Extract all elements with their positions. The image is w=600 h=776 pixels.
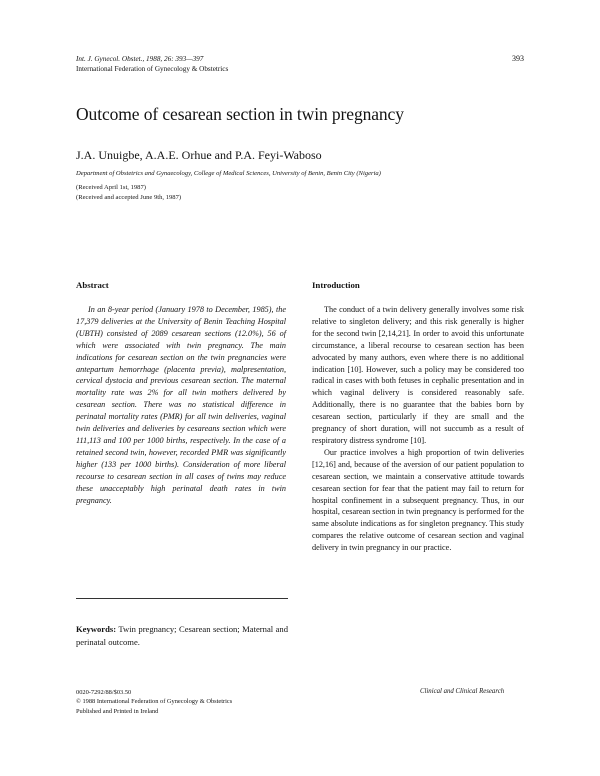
introduction-heading: Introduction — [312, 280, 360, 290]
footer-copyright: © 1988 International Federation of Gynecology & Obstetrics — [76, 698, 233, 706]
footer-section-label: Clinical and Clinical Research — [420, 688, 505, 695]
footer-left — [76, 688, 232, 716]
keywords-text: Twin pregnancy; Cesarean section; Maternal and perinatal outcome. — [76, 624, 288, 647]
introduction-column — [312, 280, 524, 554]
page-number: 393 — [512, 54, 524, 63]
journal-citation — [76, 54, 228, 74]
footer-code: 0020-7292/88/$03.50 — [76, 689, 132, 696]
introduction-paragraph-2: Our practice involves a high proportion of twin deliveries [12,16] and, because of the aversion of our patient population to cesarean section, we maintain a conservative attitude towards cesarean section for fear that the patient may fail to return for hospital confinement in a subsequent pregnancy. Thus, in our hospital, cesarean section in twin pregnancy is performed for the same absolute indications as for singleton pregnancy. This study compares the relative outcome of cesarean section and vaginal delivery in twin pregnancy in our practice. — [312, 447, 524, 553]
received-date: (Received April 1st, 1987) — [76, 184, 146, 191]
journal-citation-line: Int. J. Gynecol. Obstet., 1988, 26: 393—397 — [76, 55, 204, 63]
abstract-heading: Abstract — [76, 280, 109, 290]
accepted-date: (Received and accepted June 9th, 1987) — [76, 194, 182, 201]
keywords-label: Keywords: — [76, 624, 117, 634]
author-affiliation: Department of Obstetrics and Gynaecology, College of Medical Sciences, University of Benin, Benin City (Nigeria) — [76, 170, 381, 177]
abstract-column — [76, 280, 286, 506]
article-authors: J.A. Unuigbe, A.A.E. Orhue and P.A. Feyi-Waboso — [76, 148, 322, 162]
article-title: Outcome of cesarean section in twin pregnancy — [76, 104, 404, 124]
received-dates — [76, 183, 181, 203]
introduction-paragraph-1: The conduct of a twin delivery generally involves some risk relative to singleton delivery; and this risk generally is higher for the second twin [2,14,21]. In order to avoid this unfortunate circumstance, a liberal recourse to cesarean section has been advocated by many authors, even where there is no additional indication [10]. However, such a policy may be considered too radical in cases with both fetuses in cephalic presentation and in which vaginal delivery is considered reasonably safe. Additionally, there is no guarantee that the babies born by cesarean section, particularly if they are small and the pregnancy of short duration, will not succumb as a result of respiratory distress syndrome [10]. — [312, 305, 524, 445]
abstract-text: In an 8-year period (January 1978 to December, 1985), the 17,379 deliveries at the University of Benin Teaching Hospital (UBTH) consisted of 2089 cesarean sections (12.0%), 56 of which were associated with twin pregnancy. The main indications for cesarean section on the twin pregnancies were antepartum hemorrhage (placenta previa), malpresentation, cervical dystocia and previous cesarean section. The maternal mortality rate was 2% for all twin mothers delivered by cesarean section. There was no statistical difference in perinatal mortality rates (PMR) for all twin deliveries, vaginal twin deliveries and deliveries by cesareans section which were 111,113 and 100 per 1000 births, respectively. In the case of a retained second twin, however, recorded PMR was significantly higher (133 per 1000 births). Consideration of more liberal recourse to cesarean section in all cases of twins may reduce these unacceptably high perinatal death rates in twin pregnancy. — [76, 305, 286, 505]
footer-published: Published and Printed in Ireland — [76, 707, 159, 715]
journal-publisher-line: International Federation of Gynecology & Obstetrics — [76, 65, 229, 73]
keywords-divider — [76, 598, 288, 599]
keywords-block — [76, 623, 288, 648]
